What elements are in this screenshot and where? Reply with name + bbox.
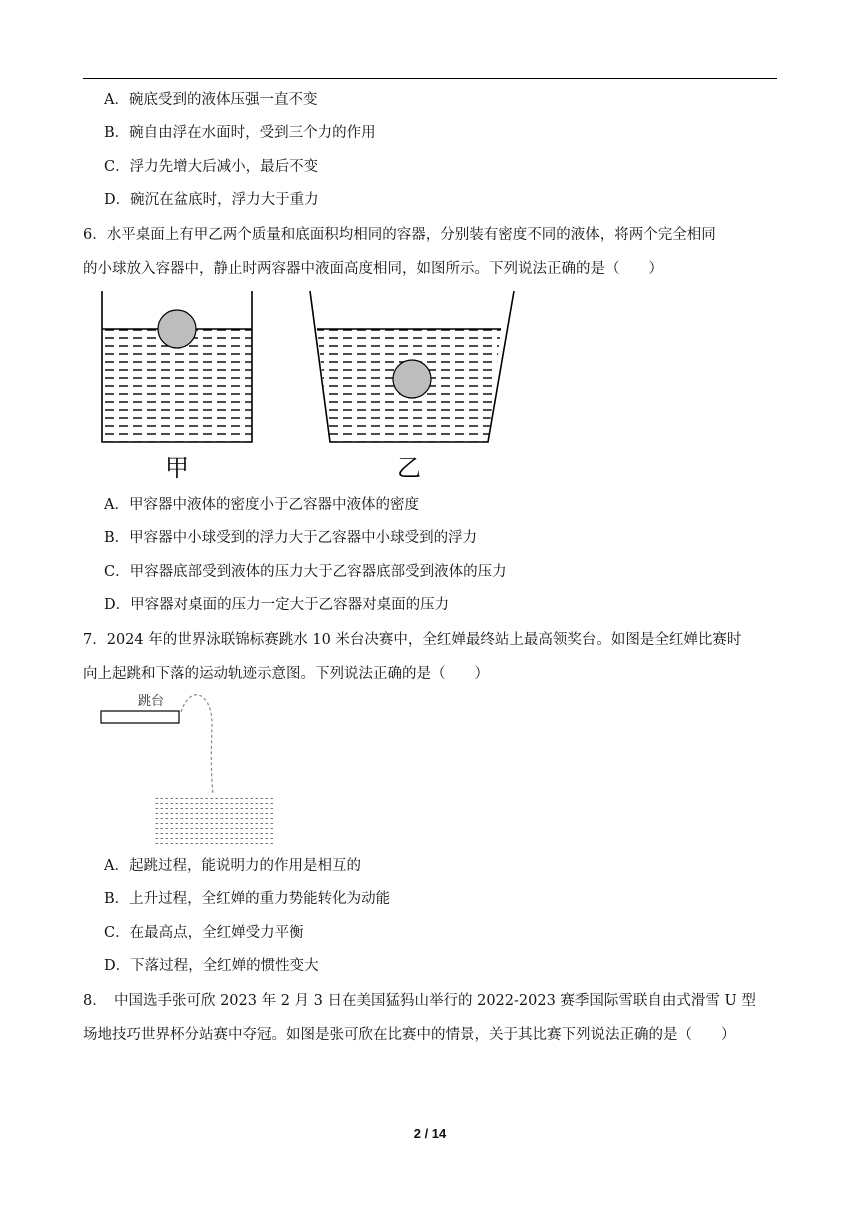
q8-stem-line2: 场地技巧世界杯分站赛中夺冠。如图是张可欣在比赛中的情景，关于其比赛下列说法正确的是（ ） bbox=[83, 1027, 736, 1043]
q7-stem-line1: 7．2024 年的世界泳联锦标赛跳水 10 米台决赛中，全红婵最终站上最高领奖台。如图是全红婵比赛时 bbox=[83, 632, 742, 648]
q6-stem-line2: 的小球放入容器中，静止时两容器中液面高度相同，如图所示。下列说法正确的是（ ） bbox=[83, 261, 663, 277]
ball-jia bbox=[158, 310, 196, 348]
pool-water bbox=[153, 796, 273, 846]
q6-option-c: C．甲容器底部受到液体的压力大于乙容器底部受到液体的压力 bbox=[104, 564, 507, 580]
q5-option-d: D．碗沉在盆底时，浮力大于重力 bbox=[104, 192, 319, 208]
q5-option-b: B．碗自由浮在水面时，受到三个力的作用 bbox=[104, 125, 376, 141]
diving-platform bbox=[101, 711, 179, 723]
platform-label: 跳台 bbox=[137, 694, 165, 709]
q6-option-a: A．甲容器中液体的密度小于乙容器中液体的密度 bbox=[104, 497, 419, 513]
q7-option-d: D．下落过程，全红婵的惯性变大 bbox=[104, 958, 319, 974]
q6-option-d: D．甲容器对桌面的压力一定大于乙容器对桌面的压力 bbox=[104, 597, 450, 613]
q7-option-c: C．在最高点，全红婵受力平衡 bbox=[104, 925, 304, 941]
page-number: 2 / 14 bbox=[413, 1126, 447, 1141]
q7-diving-figure bbox=[95, 686, 285, 848]
q7-option-b: B．上升过程，全红婵的重力势能转化为动能 bbox=[104, 891, 391, 907]
q5-option-c: C．浮力先增大后减小，最后不变 bbox=[104, 159, 319, 175]
label-yi: 乙 bbox=[397, 454, 421, 482]
label-jia: 甲 bbox=[165, 454, 189, 482]
q6-stem-line1: 6．水平桌面上有甲乙两个质量和底面积均相同的容器，分别装有密度不同的液体，将两个完全相同 bbox=[83, 227, 716, 243]
q6-containers-figure bbox=[90, 286, 530, 486]
header-rule bbox=[83, 78, 777, 79]
q7-stem-line2: 向上起跳和下落的运动轨迹示意图。下列说法正确的是（ ） bbox=[83, 666, 489, 682]
container-jia bbox=[102, 291, 252, 442]
container-yi bbox=[310, 291, 514, 442]
q6-option-b: B．甲容器中小球受到的浮力大于乙容器中小球受到的浮力 bbox=[104, 530, 478, 546]
q8-stem-line1: 8． 中国选手张可欣 2023 年 2 月 3 日在美国猛犸山举行的 2022-2023 赛季国际雪联自由式滑雪 U 型 bbox=[83, 993, 756, 1009]
trajectory-path bbox=[181, 695, 213, 794]
q5-option-a: A．碗底受到的液体压强一直不变 bbox=[104, 92, 318, 108]
q7-option-a: A．起跳过程，能说明力的作用是相互的 bbox=[104, 858, 361, 874]
ball-yi bbox=[393, 360, 431, 398]
